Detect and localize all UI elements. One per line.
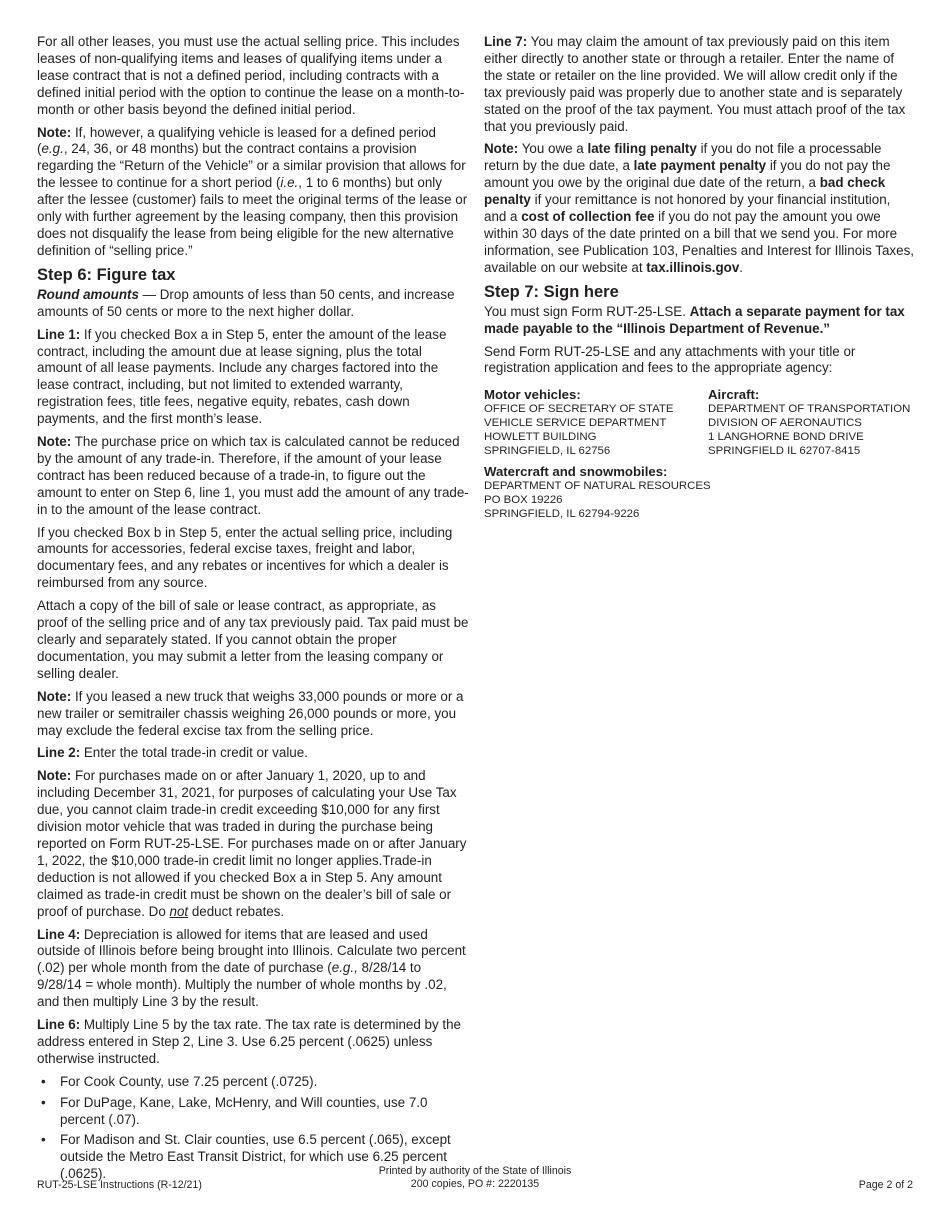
step7-heading: Step 7: Sign here (484, 282, 619, 301)
left-column (37, 34, 469, 1187)
note-label: Note: (37, 124, 72, 140)
attach-paragraph: Attach a copy of the bill of sale or lease contract, as appropriate, as proof of the selling price and of any tax previously paid. Tax paid must be clearly and separately stated. If you cannot obtain the proper documentation, you may submit a letter from the leasing company or selling dealer. (37, 598, 469, 681)
leases-paragraph: For all other leases, you must use the actual selling price. This includes leases of non-qualifying items and leases of qualifying items under a lease contract that is not a defined period, including contracts with a defined initial period with the option to continue the lease on a month-to-month or other basis beyond the defined initial period. (37, 34, 465, 117)
right-column (484, 34, 916, 521)
website-link: tax.illinois.gov (646, 259, 740, 275)
aircraft-address: Aircraft: DEPARTMENT OF TRANSPORTATION DIVISION OF AERONAUTICS 1 LANGHORNE BOND DRIVE SPRINGFIELD IL 62707-8415 (708, 387, 911, 458)
step6-heading: Step 6: Figure tax (37, 265, 176, 284)
line2-instructions: Line 2: Enter the total trade-in credit or value. (37, 745, 308, 761)
sign-paragraph: You must sign Form RUT-25-LSE. Attach a separate payment for tax made payable to the “Illinois Department of Revenue.” (484, 303, 905, 336)
agency-addresses (484, 387, 916, 458)
printing-authority-footer: Printed by authority of the State of Illinois 200 copies, PO #: 2220135 (378, 1165, 572, 1190)
line6-instructions: Line 6: Multiply Line 5 by the tax rate. The tax rate is determined by the address entered in Step 2, Line 3. Use 6.25 percent (.0625) unless otherwise instructed. (37, 1017, 461, 1066)
list-item: • For Cook County, use 7.25 percent (.0725). (37, 1074, 469, 1091)
note-federal-excise: Note: If you leased a new truck that weighs 33,000 pounds or more or a new trailer or semitrailer chassis weighing 26,000 pounds or more, you may exclude the federal excise tax from the selling price. (37, 688, 464, 738)
list-item: • For DuPage, Kane, Lake, McHenry, and Will counties, use 7.0 percent (.07). (37, 1095, 469, 1129)
list-item: • For Madison and St. Clair counties, use 6.5 percent (.065), except outside the Metro East Transit District, for which use 6.25 percent (.0625). (37, 1132, 469, 1183)
line7-instructions: Line 7: You may claim the amount of tax previously paid on this item either directly to another state or through a retailer. Enter the name of the state or retailer on the line provided. We will allow credit only if the tax previously paid was properly due to another state and is separately stated on the proof of the tax payment. You must attach proof of the tax that you previously paid. (484, 34, 906, 134)
note-trade-in-limit: Note: For purchases made on or after January 1, 2020, up to and including December 31, 2021, for purposes of calculating your Use Tax due, you cannot claim trade-in credit exceeding $10,000 for any first division motor vehicle that was traded in during the purchase being reported on Form RUT-25-LSE. For purchases made on or after January 1, 2022, the $10,000 trade-in credit limit no longer applies.Trade-in deduction is not allowed if you checked Box a in Step 5. Any amount claimed as trade-in credit must be shown on the dealer’s bill of sale or proof of purchase. Do not deduct rebates. (37, 768, 467, 919)
line1-instructions: Line 1: If you checked Box a in Step 5, enter the amount of the lease contract, including the amount due at lease signing, plus the total amount of all lease payments. Include any charges factored into the lease contract, including, but not limited to extended warranty, registration fees, title fees, negative equity, rebates, cash down payments, and the first month’s lease. (37, 326, 447, 427)
form-id-footer: RUT-25-LSE Instructions (R-12/21) (37, 1179, 202, 1191)
send-paragraph: Send Form RUT-25-LSE and any attachments with your title or registration application and fees to the appropriate agency: (484, 343, 856, 376)
round-amounts: Round amounts — Drop amounts of less than 50 cents, and increase amounts of 50 cents or more to the next higher dollar. (37, 286, 455, 319)
note-penalties: Note: You owe a late filing penalty if you do not file a processable return by the due date, a late payment penalty if you do not pay the amount you owe by the original due date of the return, a bad check penalty if your remittance is not honored by your financial institution, and a cost of collection fee if you do not pay the amount you owe within 30 days of the date printed on a bill that we send you. For more information, see Publication 103, Penalties and Interest for Illinois Taxes, available on our website at tax.illinois.gov. (484, 141, 914, 275)
watercraft-address: Watercraft and snowmobiles: DEPARTMENT OF NATURAL RESOURCES PO BOX 19226 SPRINGFIELD, IL 62794-9226 (484, 464, 711, 521)
box-b-paragraph: If you checked Box b in Step 5, enter the actual selling price, including amounts for accessories, federal excise taxes, freight and labor, documentary fees, and any rebates or incentives for which a dealer is reimbursed from any source. (37, 524, 453, 591)
note-trade-in: Note: The purchase price on which tax is calculated cannot be reduced by the amount of any trade-in. Therefore, if the amount of your lease contract has been reduced because of a trade-in, to figure out the amount to enter on Step 6, line 1, you must add the amount of any trade-in to the amount of the lease contract. (37, 434, 469, 517)
line4-instructions: Line 4: Depreciation is allowed for items that are leased and used outside of Illinois before being brought into Illinois. Calculate two percent (.02) per whole month from the date of purchase (e.g., 8/28/14 to 9/28/14 = whole month). Multiply the number of whole months by .02, and then multiply Line 3 by the result. (37, 926, 466, 1010)
page-number: Page 2 of 2 (858, 1179, 913, 1191)
note-defined-period: Note: If, however, a qualifying vehicle is leased for a defined period (e.g., 24, 36, or 48 months) but the contract contains a provision regarding the “Return of the Vehicle” or a similar provision that allows for the lessee to continue for a short period (i.e., 1 to 6 months) but only after the lessee (customer) fails to meet the original terms of the lease or only with further agreement by the leasing company, then this provision does not disqualify the lease from being eligible for the new alternative definition of “selling price.” (37, 124, 468, 258)
motor-vehicles-address: Motor vehicles: OFFICE OF SECRETARY OF STATE VEHICLE SERVICE DEPARTMENT HOWLETT BUILDING SPRINGFIELD, IL 62756 (484, 387, 674, 458)
